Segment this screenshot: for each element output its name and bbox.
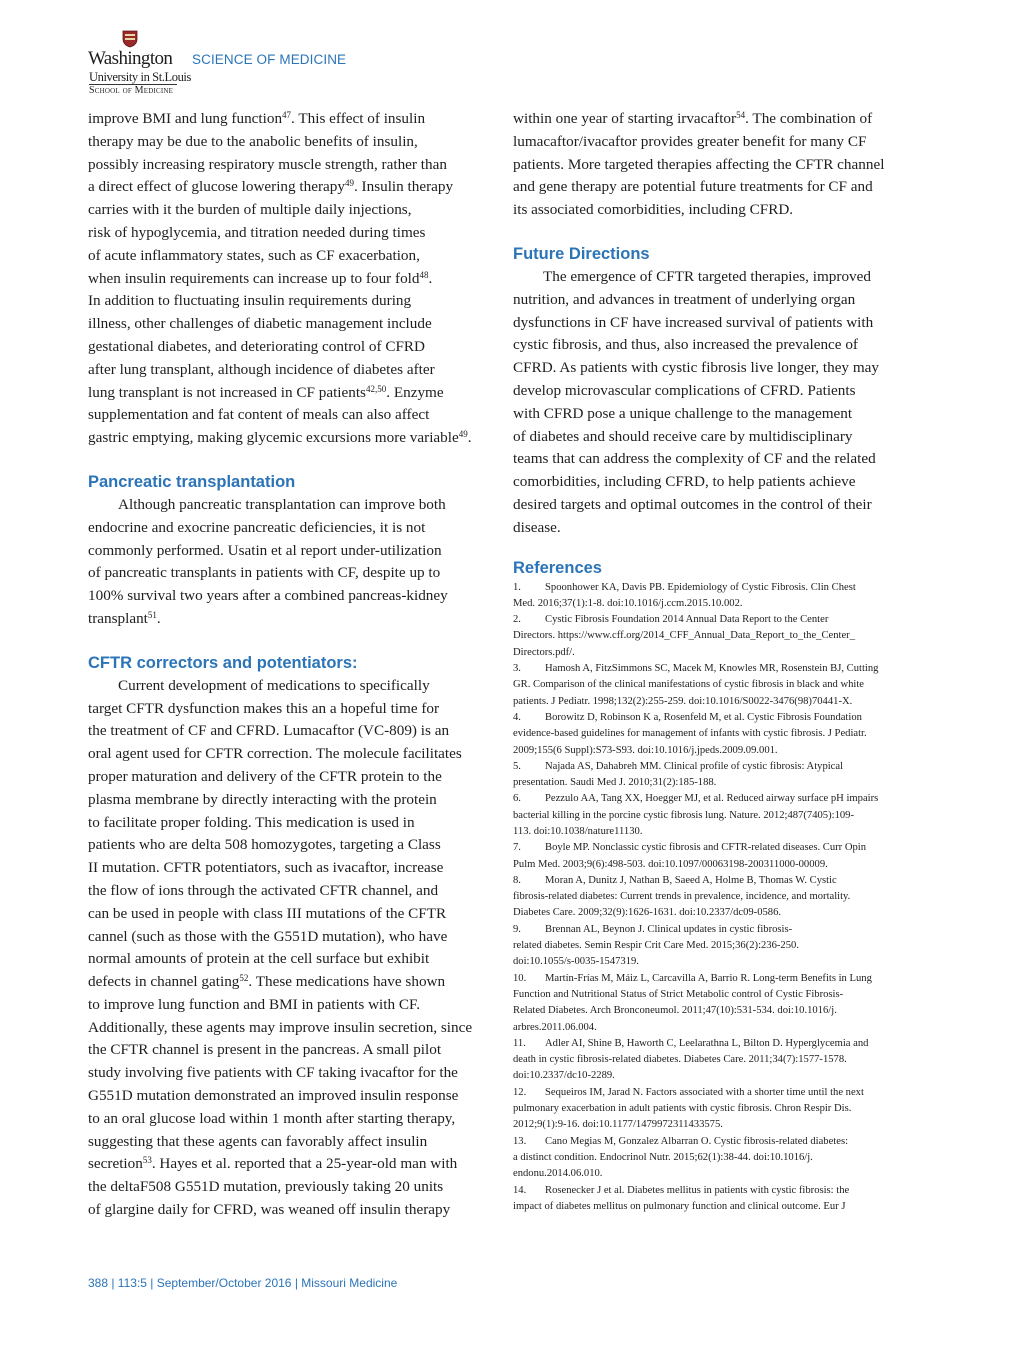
text-line: risk of hypoglycemia, and titration needed during times — [88, 223, 426, 241]
reference-item: 6. Pezzulo AA, Tang XX, Hoegger MJ, et al. Reduced airway surface pH impairs bacterial killing in the porcine cystic fibrosis lung. Nature. 2012;487(7405):109- 113. doi:10.1038/nature11130. — [513, 793, 879, 837]
text-line: endocrine and exocrine pancreatic deficiencies, it is not — [88, 518, 426, 536]
logo-school: School of Medicine — [89, 85, 174, 96]
citation-superscript: 47 — [282, 110, 292, 120]
text-line: to facilitate proper folding. This medication is used in — [88, 813, 415, 831]
logo-name: Washington — [88, 48, 173, 69]
citation-superscript: 53 — [142, 1155, 152, 1166]
text-line: illness, other challenges of diabetic management include — [88, 315, 432, 333]
reference-item: 8. Moran A, Dunitz J, Nathan B, Saeed A, Holme B, Thomas W. Cystic fibrosis-related diabetes: Current trends in prevalence, incidence, and mortality. Diabetes Care. 2009;32(9):1626-1631. doi:10.2337/dc09-0586. — [513, 874, 851, 919]
reference-item: 13. Cano Megias M, Gonzalez Albarran O. Cystic fibrosis-related diabetes: a distinct condition. Endocrinol Nutr. 2015;62(1):38-44. doi:10.1016/j. endonu.2014.06.010. — [513, 1135, 849, 1180]
text-line: the CFTR channel is present in the pancreas. A small pilot — [88, 1041, 442, 1059]
text-line: within one year of starting irvacaftor$^{54}$. The combination of — [513, 110, 873, 127]
text-line: lung transplant is not increased in CF patients$^{42,50}$. Enzyme — [88, 383, 444, 401]
text-line: secretion$^{53}$. Hayes et al. reported that a 25-year-old man with — [88, 1155, 458, 1173]
text-line: Current development of medications to specifically — [118, 676, 430, 694]
citation-superscript: 48 — [419, 269, 429, 280]
text-line: normal amounts of protein at the cell surface but exhibit — [88, 950, 430, 968]
crest-icon — [122, 30, 138, 48]
reference-number: 12. — [513, 1086, 527, 1098]
reference-item: 9. Brennan AL, Beynon J. Clinical updates in cystic fibrosis- related diabetes. Semin Respir Crit Care Med. 2015;36(2):236-250. doi:10.1055/s-0035-1547319. — [513, 923, 799, 968]
text-line: nutrition, and advances in treatment of underlying organ — [513, 290, 856, 308]
reference-item: 10. Martín-Frías M, Máiz L, Carcavilla A, Barrio R. Long-term Benefits in Lung Function and Nutritional Status of Strict Metabolic control of Cystic Fibrosis- Related Diabetes. Arch Bronconeumol. 2011;47(10):531-534. doi:10.1016/j. arbres.2011.06.004. — [513, 972, 872, 1033]
reference-item: 5. Najada AS, Dahabreh MM. Clinical profile of cystic fibrosis: Atypical presentation. Saudi Med J. 2010;31(2):185-188. — [513, 760, 844, 789]
text-line: of diabetes and should receive care by multidisciplinary — [513, 427, 853, 445]
text-line: therapy may be due to the anabolic benefits of insulin, — [88, 132, 418, 150]
text-line: with CFRD pose a unique challenge to the management — [513, 404, 853, 422]
text-line: when insulin requirements can increase up to four fold$^{48}$. — [88, 269, 433, 287]
text-line: teams that can address the complexity of CF and the related — [513, 450, 876, 468]
text-line: gestational diabetes, and deteriorating control of CFRD — [88, 337, 425, 355]
pancreatic-paragraph — [88, 494, 496, 631]
heading-future-directions: Future Directions — [513, 244, 650, 263]
citation-superscript: 42,50 — [365, 383, 387, 394]
text-line: improve BMI and lung function$^{47}$. This effect of insulin — [88, 110, 426, 127]
text-line: dysfunctions in CF have increased survival of patients with — [513, 313, 874, 331]
insulin-paragraph — [88, 108, 496, 450]
text-line: Although pancreatic transplantation can improve both — [118, 495, 446, 513]
citation-superscript: 49 — [458, 429, 468, 440]
text-line: its associated comorbidities, including CFRD. — [513, 201, 794, 219]
reference-list — [513, 580, 923, 1216]
page-footer: 388 | 113:5 | September/October 2016 | Missouri Medicine — [88, 1276, 398, 1290]
reference-item: 3. Hamosh A, FitzSimmons SC, Macek M, Knowles MR, Rosenstein BJ, Cutting GR. Comparison of the clinical manifestations of cystic fibrosis in black and white patients. J Pediatr. 1998;132(2):255-259. doi:10.1016/S0022-3476(98)70441-X. — [513, 663, 879, 707]
reference-item: 7. Boyle MP. Nonclassic cystic fibrosis and CFTR-related diseases. Curr Opin Pulm Med. 2003;9(6):498-503. doi:10.1097/00063198-200311000-00009. — [513, 842, 867, 870]
text-line: cannel (such as those with the G551D mutation), who have — [88, 927, 448, 945]
reference-item: 12. Sequeiros IM, Jarad N. Factors associated with a shorter time until the next pulmonary exacerbation in adult patients with cystic fibrosis. Chron Respir Dis. 2012;9(1):9-16. doi:10.1177/1479972311433575. — [513, 1086, 864, 1131]
text-line: to an oral glucose load within 1 month after starting therapy, — [88, 1109, 456, 1127]
citation-superscript: 49 — [344, 178, 354, 189]
text-line: cystic fibrosis, and thus, also increased the prevalence of — [513, 336, 858, 354]
text-line: oral agent used for CFTR correction. The molecule facilitates — [88, 745, 462, 763]
text-line: G551D mutation demonstrated an improved insulin response — [88, 1087, 459, 1105]
text-line: of pancreatic transplants in patients with CF, despite up to — [88, 564, 441, 582]
reference-number: 9. — [513, 923, 521, 935]
text-line: transplant$^{51}$. — [88, 609, 161, 627]
left-column — [88, 108, 496, 1222]
text-line: of acute inflammatory states, such as CF exacerbation, — [88, 246, 420, 264]
text-line: CFRD. As patients with cystic fibrosis live longer, they may — [513, 359, 879, 377]
text-line: Additionally, these agents may improve insulin secretion, since — [88, 1018, 473, 1036]
reference-item: 4. Borowitz D, Robinson K a, Rosenfeld M, et al. Cystic Fibrosis Foundation evidence-based guidelines for management of infants with cystic fibrosis. J Pediatr. 2009;155(6 Suppl):S73-S93. doi:10.1016/j.jpeds.2009.09.001. — [513, 711, 867, 756]
text-line: possibly increasing respiratory muscle strength, rather than — [88, 155, 447, 173]
text-line: II mutation. CFTR potentiators, such as ivacaftor, increase — [88, 859, 444, 877]
reference-number: 6. — [513, 793, 521, 805]
text-line: target CFTR dysfunction makes this an a hopeful time for — [88, 699, 440, 717]
reference-number: 11. — [513, 1037, 526, 1049]
text-line: of glargine daily for CFRD, was weaned off insulin therapy — [88, 1201, 451, 1219]
text-line: The emergence of CFTR targeted therapies, improved — [543, 267, 871, 285]
text-line: the deltaF508 G551D mutation, previously taking 20 units — [88, 1178, 444, 1196]
text-line: patients who are delta 508 homozygotes, targeting a Class — [88, 836, 441, 854]
text-line: study involving five patients with CF taking ivacaftor for the — [88, 1064, 458, 1082]
text-line: In addition to fluctuating insulin requirements during — [88, 292, 412, 310]
logo-university: University in St.Louis — [89, 70, 191, 84]
reference-number: 7. — [513, 842, 521, 854]
text-line: supplementation and fat content of meals can also affect — [88, 406, 430, 424]
heading-pancreatic-transplantation: Pancreatic transplantation — [88, 472, 296, 491]
heading-references: References — [513, 558, 602, 577]
text-line: the treatment of CF and CFRD. Lumacaftor (VC-809) is an — [88, 722, 450, 740]
reference-item: 14. Rosenecker J et al. Diabetes mellitus in patients with cystic fibrosis: the impact of diabetes mellitus on pulmonary function and clinical outcome. Eur J — [513, 1184, 850, 1212]
reference-number: 8. — [513, 874, 521, 886]
ivacaftor-paragraph — [513, 108, 923, 222]
text-line: the flow of ions through the activated CFTR channel, and — [88, 881, 439, 899]
citation-superscript: 54 — [736, 110, 746, 120]
future-directions-paragraph — [513, 266, 923, 540]
text-line: after lung transplant, although incidence of diabetes after — [88, 360, 435, 378]
reference-number: 14. — [513, 1184, 527, 1196]
text-line: plasma membrane by directly interacting with the protein — [88, 790, 437, 808]
university-logo — [88, 30, 191, 96]
right-column — [513, 108, 923, 1215]
text-line: gastric emptying, making glycemic excursions more variable$^{49}$. — [88, 429, 472, 447]
reference-item: 11. Adler AI, Shine B, Haworth C, Leelarathna L, Bilton D. Hyperglycemia and death in cystic fibrosis-related diabetes. Diabetes Care. 2011;34(7):1577-1578. doi:10.2337/dc10-2289. — [513, 1037, 869, 1082]
text-line: disease. — [513, 518, 561, 536]
text-line: suggesting that these agents can favorably affect insulin — [88, 1132, 428, 1150]
reference-number: 10. — [513, 972, 527, 984]
text-line: patients. More targeted therapies affecting the CFTR channel — [513, 155, 885, 173]
reference-number: 5. — [513, 760, 521, 772]
text-line: develop microvascular complications of CFRD. Patients — [513, 381, 856, 399]
text-line: to improve lung function and BMI in patients with CF. — [88, 995, 421, 1013]
text-line: desired targets and optimal outcomes in the control of their — [513, 495, 872, 513]
text-line: comorbidities, including CFRD, to help patients achieve — [513, 473, 856, 491]
text-line: commonly performed. Usatin et al report under-utilization — [88, 541, 442, 559]
text-line: 100% survival two years after a combined pancreas-kidney — [88, 587, 448, 605]
text-line: lumacaftor/ivacaftor provides greater benefit for many CF — [513, 132, 867, 150]
text-line: proper maturation and delivery of the CFTR protein to the — [88, 767, 442, 785]
cftr-paragraph — [88, 675, 496, 1222]
reference-number: 2. — [513, 614, 521, 626]
text-line: can be used in people with class III mutations of the CFTR — [88, 904, 447, 922]
reference-number: 1. — [513, 581, 521, 593]
citation-superscript: 52 — [239, 973, 249, 984]
reference-item: 1. Spoonhower KA, Davis PB. Epidemiology of Cystic Fibrosis. Clin Chest Med. 2016;37(1):1-8. doi:10.1016/j.ccm.2015.10.002. — [513, 581, 856, 609]
heading-cftr-correctors: CFTR correctors and potentiators: — [88, 653, 358, 672]
reference-number: 3. — [513, 663, 521, 675]
reference-item: 2. Cystic Fibrosis Foundation 2014 Annual Data Report to the Center Directors. https://www.cff.org/2014_CFF_Annual_Data_Report_to_the_Center_ Directors.pdf/. — [513, 614, 855, 658]
reference-number: 13. — [513, 1135, 527, 1147]
section-label: SCIENCE OF MEDICINE — [192, 52, 347, 67]
text-line: carries with it the burden of multiple daily injections, — [88, 201, 412, 219]
text-line: and gene therapy are potential future treatments for CF and — [513, 178, 873, 196]
citation-superscript: 51 — [147, 609, 157, 620]
reference-number: 4. — [513, 711, 521, 723]
text-line: defects in channel gating$^{52}$. These medications have shown — [88, 973, 446, 991]
text-line: a direct effect of glucose lowering therapy$^{49}$. Insulin therapy — [88, 178, 454, 196]
